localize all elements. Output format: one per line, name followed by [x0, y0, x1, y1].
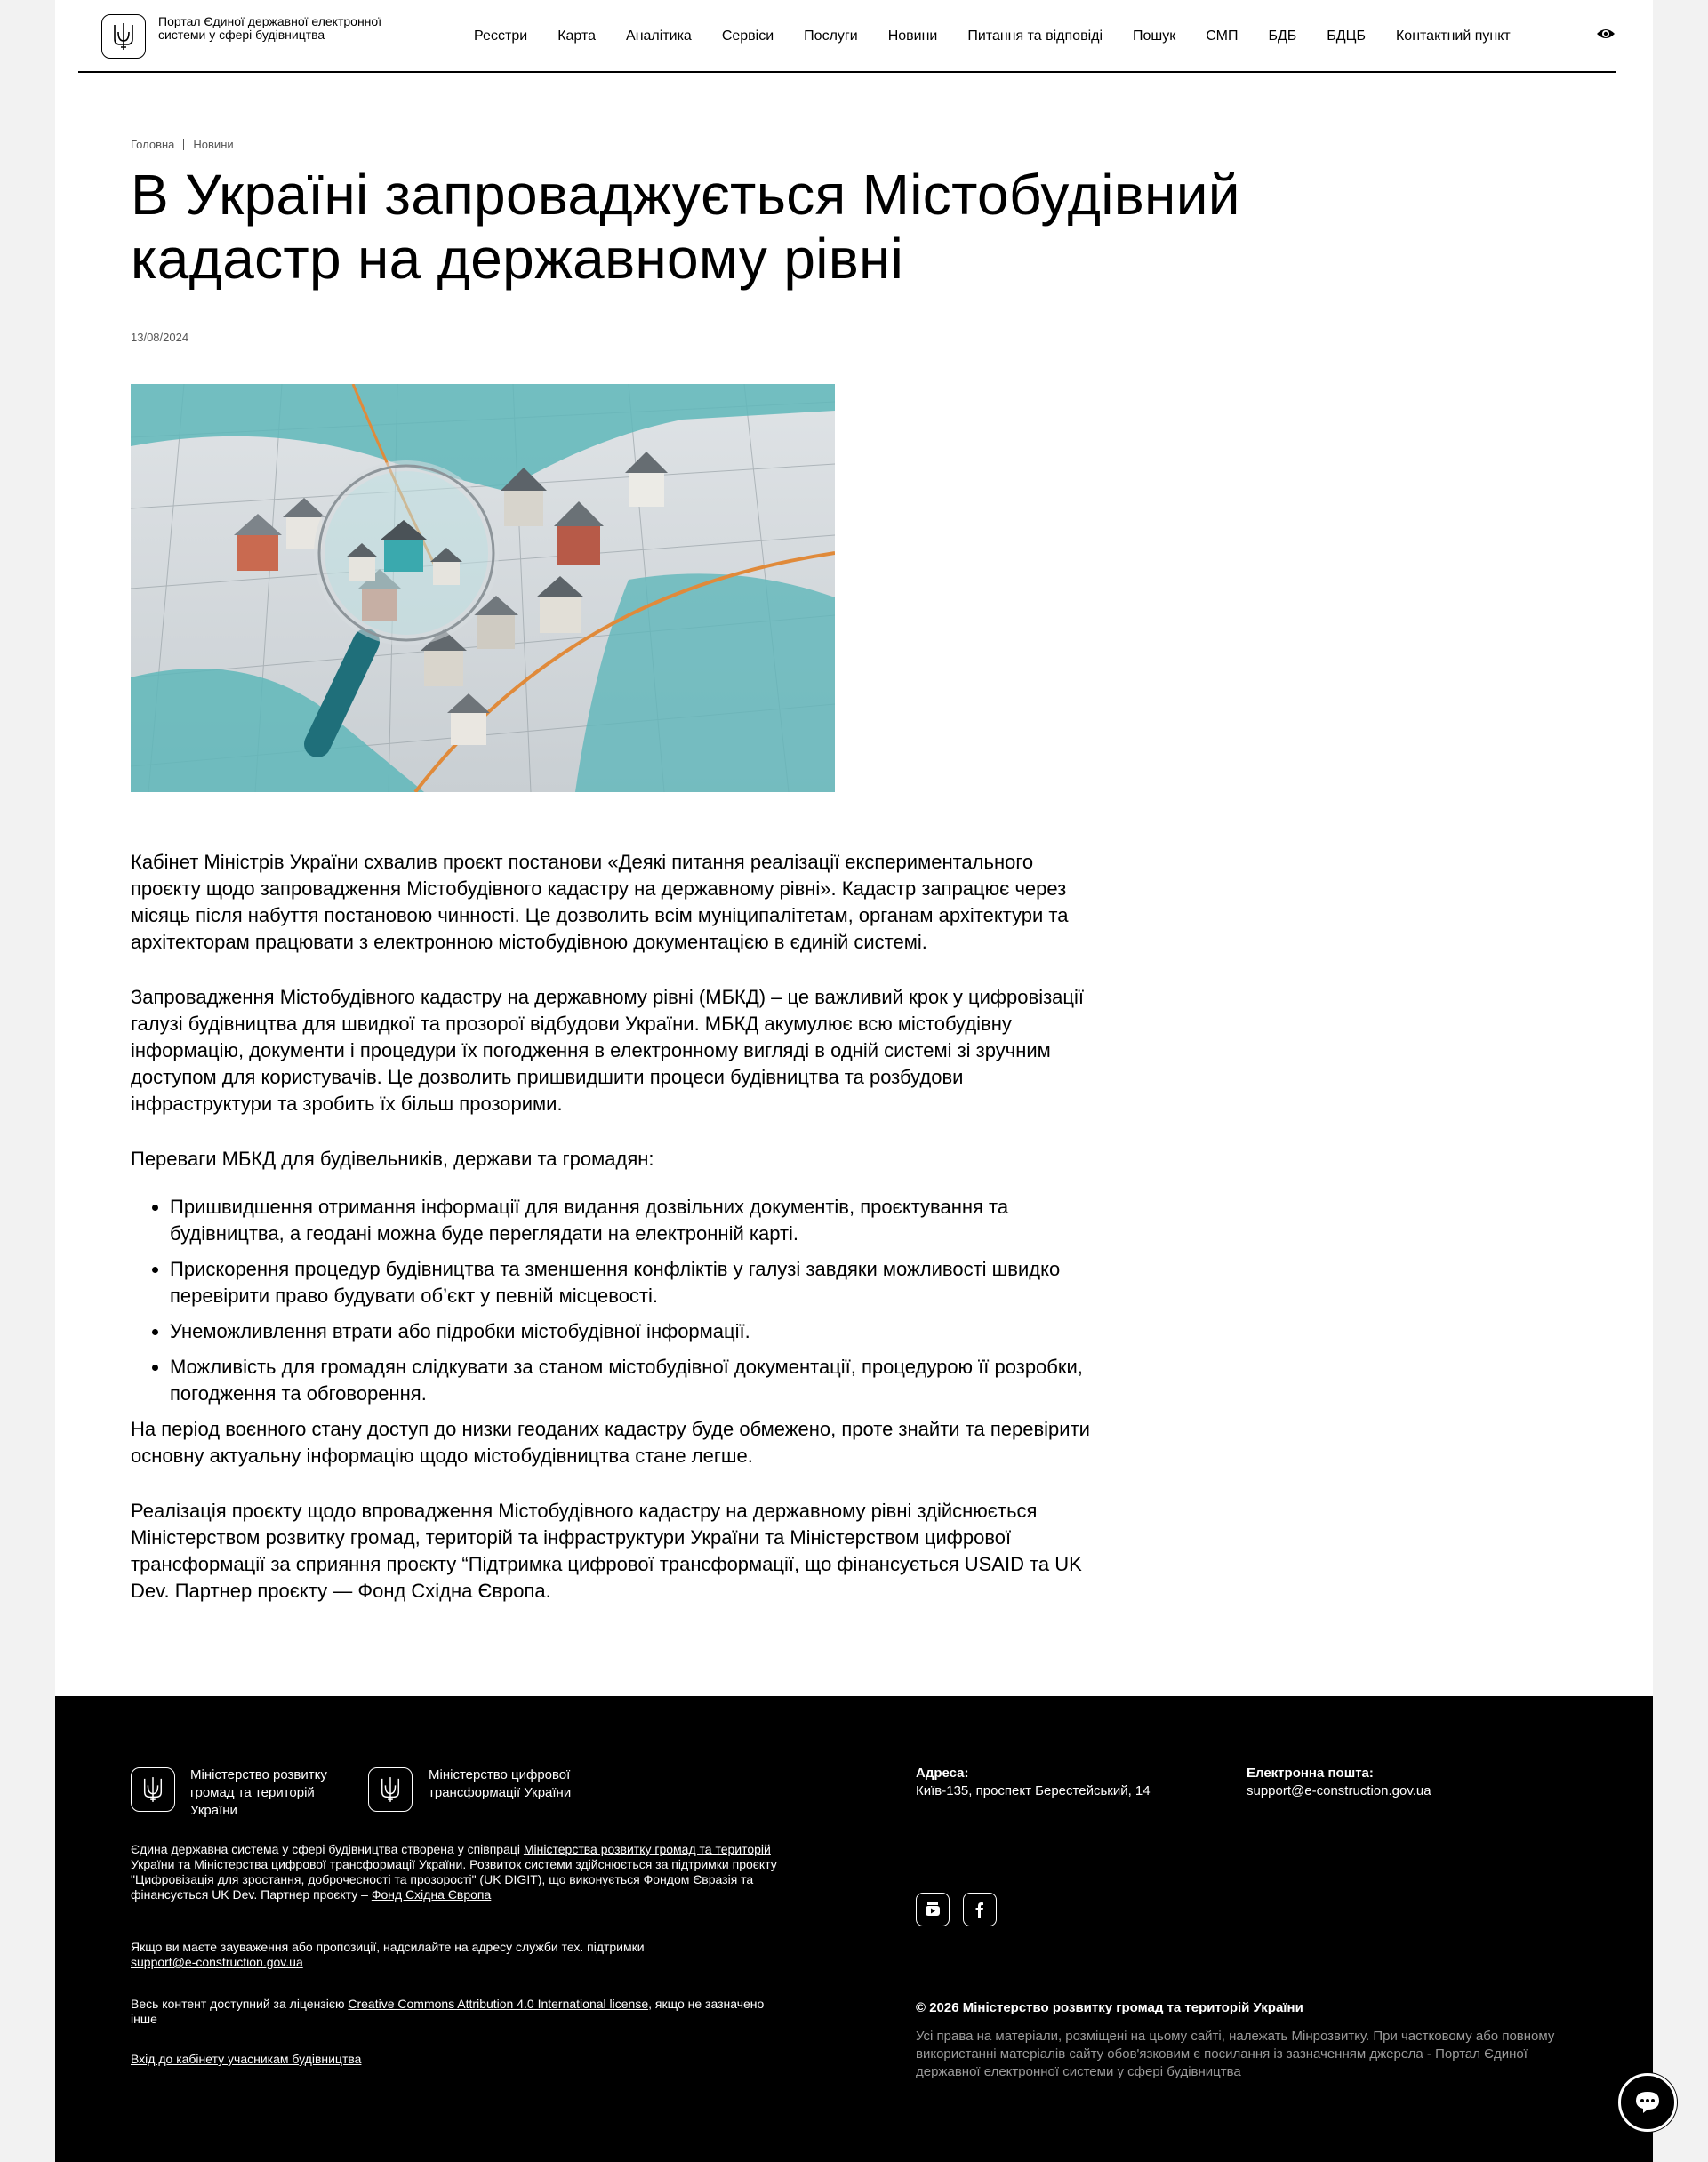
trident-logo[interactable] [101, 14, 146, 59]
site-footer [55, 1696, 1653, 2162]
trident-icon [379, 1775, 402, 1804]
nav-map[interactable]: Карта [557, 28, 597, 44]
magnifier-over-map-illustration [131, 384, 835, 792]
facebook-icon [971, 1901, 989, 1918]
site-header [78, 0, 1616, 73]
benefits-list [170, 1194, 1091, 1407]
rights-notice: Усі права на матеріали, розміщені на цьому сайті, належать Мінрозвитку. При частковому або повному використанні матеріалів сайту обов'язковим є посилання із зазначенням джерела - Портал Єдиної державної електронної системи у сфері будівництва [916, 2029, 1555, 2079]
list-item: • Прискорення процедур будівництва та зменшення конфліктів у галузі завдяки можливості швидко перевірити право будувати об’єкт у певній місцевості. [170, 1256, 1091, 1309]
license-note: , якщо не зазначено інше [131, 1997, 765, 2026]
article-paragraph: Запровадження Містобудівного кадастру на державному рівні (МБКД) – це важливий крок у цифровізації галузі будівництва для швидкої та прозорої відбудови України. МБКД акумулює всю містобудівну інформацію, документи і процедури їх погодження в електронному вигляді в одній системі зі зручним доступом для користувачів. Це дозволить пришвидшити процеси будівництва та розбудови інфраструктури та зробить їх більш прозорими. [131, 986, 1085, 1115]
feedback-label: Якщо ви маєте зауваження або пропозиції, надсилайте на адресу служби тех. підтримки [131, 1940, 645, 1954]
nav-analytics[interactable]: Аналітика [626, 28, 692, 44]
copyright: © 2026 Міністерство розвитку громад та територій України [916, 2000, 1303, 2015]
about-text [131, 1842, 784, 1902]
nav-faq[interactable]: Питання та відповіді [967, 28, 1103, 44]
about-text-part: та [174, 1857, 195, 1871]
ministry-link-2[interactable]: Міністерства цифрової трансформації України [194, 1857, 463, 1871]
feedback-text [131, 1940, 771, 1970]
article-paragraph: На період воєнного стану доступ до низки геоданих кадастру буде обмежено, проте знайти та перевірити основну актуальну інформацію щодо містобудівництва стане легше. [131, 1418, 1090, 1467]
nav-bdcb[interactable]: БДЦБ [1327, 28, 1366, 44]
nav-search[interactable]: Пошук [1133, 28, 1176, 44]
ministry-link-1[interactable]: Міністерства розвитку громад та територій України [131, 1842, 771, 1871]
chat-button[interactable] [1618, 2073, 1677, 2132]
nav-smp[interactable]: СМП [1206, 28, 1239, 44]
article-body [131, 849, 1091, 1633]
email-label: Електронна пошта: [1247, 1766, 1374, 1781]
cabinet-link[interactable]: Вхід до кабінету учасникам будівництва [131, 2052, 362, 2066]
facebook-button[interactable] [963, 1893, 997, 1926]
license-link[interactable]: Creative Commons Attribution 4.0 International license [348, 1997, 649, 2011]
publish-date: 13/08/2024 [131, 331, 189, 344]
breadcrumb [131, 138, 234, 151]
about-text-part: . Розвиток системи здійснюється за підтримки проєкту "Цифровізація для зростання, доброчесності та прозорості" (UK DIGIT), що виконується Фондом Євразія та фінансується UK Dev. Партнер проєкту – [131, 1857, 777, 1902]
article-paragraph: Кабінет Міністрів України схвалив проєкт постанови «Деякі питання реалізації експериментального проєкту щодо запровадження Містобудівного кадастру на державному рівні». Кадастр запрацює через місяць після набуття постановою чинності. Це дозволить всім муніципалітетам, органам архітектури та архітекторам працювати з електронною містобудівною документацією в єдиній системі. [131, 851, 1069, 953]
nav-contact-point[interactable]: Контактний пункт [1395, 28, 1511, 44]
trident-icon [141, 1775, 164, 1804]
nav-services[interactable]: Сервіси [721, 28, 774, 44]
breadcrumb-separator [183, 139, 184, 150]
about-text-part: Єдина державна система у сфері будівництва створена у співпраці [131, 1842, 524, 1856]
address-value: Київ-135, проспект Берестейський, 14 [916, 1783, 1151, 1798]
list-item: • Унеможливлення втрати або підробки містобудівної інформації. [170, 1318, 1091, 1345]
ministry-logo-2[interactable] [368, 1767, 413, 1812]
license-text [131, 1997, 771, 2027]
main-nav [474, 28, 1541, 44]
breadcrumb-home[interactable]: Головна [131, 138, 175, 151]
article-paragraph: Переваги МБКД для будівельників, держави та громадян: [131, 1148, 654, 1170]
youtube-button[interactable] [916, 1893, 950, 1926]
eye-icon[interactable] [1596, 27, 1616, 41]
nav-registries[interactable]: Реєстри [474, 28, 528, 44]
list-item: • Можливість для громадян слідкувати за станом містобудівної документації, процедурою її розробки, погодження та обговорення. [170, 1354, 1091, 1407]
article-paragraph: Реалізація проєкту щодо впровадження Містобудівного кадастру на державному рівні здійснюється Міністерством розвитку громад, територій та інфраструктури України та Міністерством цифрової трансформації за сприяння проєкту “Підтримка цифрової трансформації, що фінансується USAID та UK Dev. Партнер проєкту — Фонд Східна Європа. [131, 1500, 1082, 1602]
ministry-name-1: Міністерство розвитку громад та територій України [190, 1767, 327, 1818]
list-item: • Пришвидшення отримання інформації для видання дозвільних документів, проєктування та будівництва, а геодані можна буде переглядати на електронній карті. [170, 1194, 1091, 1247]
youtube-icon [924, 1901, 942, 1918]
nav-news[interactable]: Новини [887, 28, 938, 44]
page [55, 0, 1653, 2162]
article-image [131, 384, 835, 792]
portal-name[interactable]: Портал Єдиної державної електронної системи у сфері будівництва [158, 14, 382, 42]
email-value[interactable]: support@e-construction.gov.ua [1247, 1783, 1431, 1798]
support-email-link[interactable]: support@e-construction.gov.ua [131, 1955, 303, 1969]
page-title: В Україні запроваджується Містобудівний кадастр на державному рівні [131, 163, 1240, 291]
breadcrumb-news[interactable]: Новини [193, 138, 234, 151]
address-label: Адреса: [916, 1766, 969, 1781]
chat-bubble-icon [1634, 2090, 1661, 2115]
trident-icon [111, 21, 136, 52]
ministry-name-2: Міністерство цифрової трансформації України [429, 1767, 572, 1800]
license-label: Весь контент доступний за ліцензією [131, 1997, 349, 2011]
nav-bdb[interactable]: БДБ [1268, 28, 1297, 44]
partner-link[interactable]: Фонд Східна Європа [371, 1887, 492, 1902]
ministry-logo-1[interactable] [131, 1767, 175, 1812]
nav-public-services[interactable]: Послуги [804, 28, 858, 44]
